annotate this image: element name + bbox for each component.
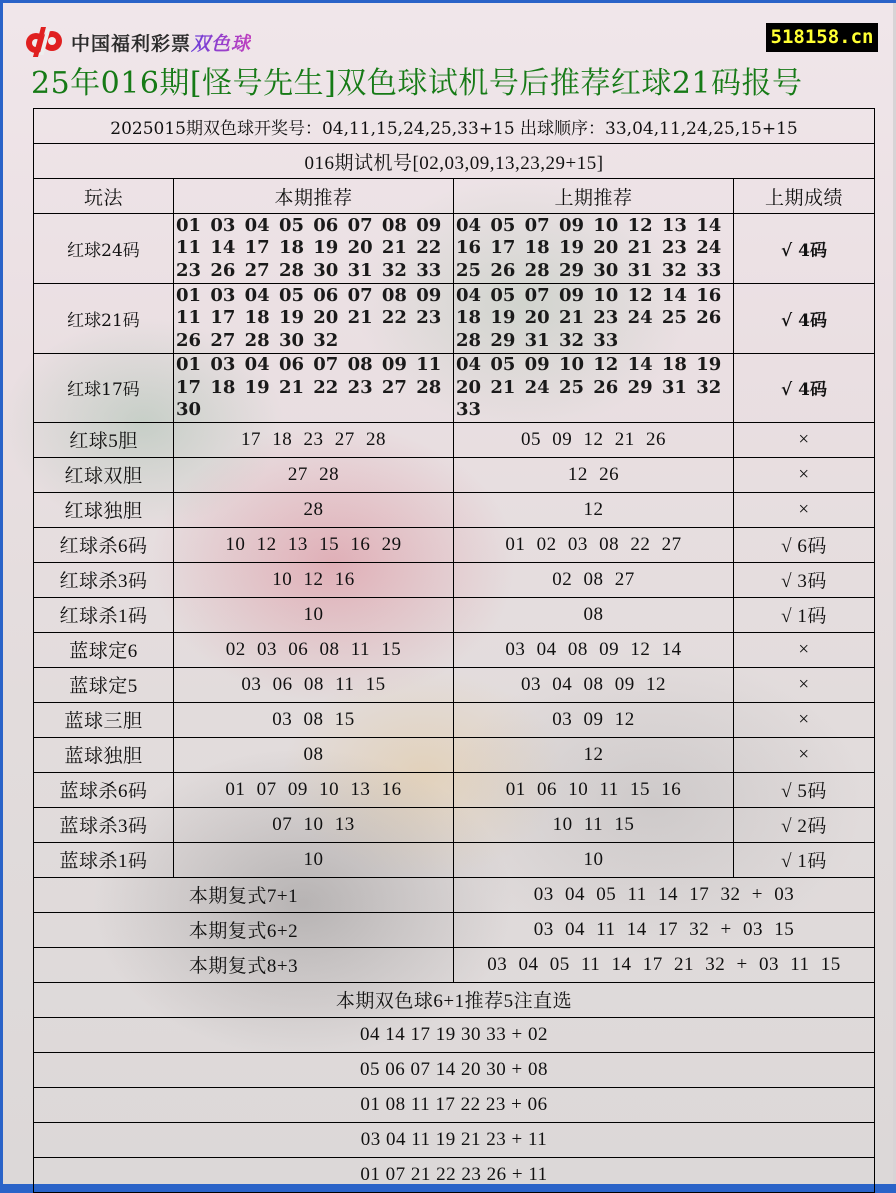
compound-numbers: 03 04 11 14 17 32 + 03 15 bbox=[454, 912, 875, 947]
row-label: 蓝球杀6码 bbox=[34, 772, 174, 807]
current-pick: 03 08 15 bbox=[174, 702, 454, 737]
previous-pick: 05 09 12 21 26 bbox=[454, 422, 734, 457]
previous-pick: 01 02 03 08 22 27 bbox=[454, 527, 734, 562]
compound-numbers: 03 04 05 11 14 17 21 32 + 03 11 15 bbox=[454, 947, 875, 982]
poster-frame bbox=[3, 3, 896, 1184]
compound-numbers: 03 04 05 11 14 17 32 + 03 bbox=[454, 877, 875, 912]
direct-pick-row bbox=[34, 1122, 875, 1157]
row-label: 蓝球定5 bbox=[34, 667, 174, 702]
row-label: 红球双胆 bbox=[34, 457, 174, 492]
current-pick: 01 07 09 10 13 16 bbox=[174, 772, 454, 807]
table-row bbox=[34, 667, 875, 702]
current-pick: 01 03 04 05 06 07 08 09 11 14 17 18 19 20 21 22 23 26 27 28 30 31 32 33 bbox=[174, 214, 454, 284]
current-pick: 02 03 06 08 11 15 bbox=[174, 632, 454, 667]
direct-pick: 04 14 17 19 30 33 + 02 bbox=[34, 1017, 875, 1052]
previous-pick: 12 bbox=[454, 492, 734, 527]
table-row bbox=[34, 772, 875, 807]
direct-pick-row bbox=[34, 1157, 875, 1192]
table-row bbox=[34, 702, 875, 737]
previous-pick: 08 bbox=[454, 597, 734, 632]
row-label: 蓝球杀1码 bbox=[34, 842, 174, 877]
direct-pick-row bbox=[34, 1087, 875, 1122]
direct-pick: 01 08 11 17 22 23 + 06 bbox=[34, 1087, 875, 1122]
draw-info-row bbox=[34, 109, 875, 144]
logo-text-accent: 双色球 bbox=[191, 32, 252, 55]
direct-picks-title: 本期双色球6+1推荐5注直选 bbox=[34, 982, 875, 1017]
table-row bbox=[34, 422, 875, 457]
row-label: 蓝球独胆 bbox=[34, 737, 174, 772]
current-pick: 10 bbox=[174, 842, 454, 877]
row-label: 蓝球杀3码 bbox=[34, 807, 174, 842]
previous-result: √ 1码 bbox=[734, 597, 875, 632]
previous-result: × bbox=[734, 422, 875, 457]
cwl-logo-icon bbox=[23, 27, 65, 57]
previous-pick: 01 06 10 11 15 16 bbox=[454, 772, 734, 807]
direct-pick: 03 04 11 19 21 23 + 11 bbox=[34, 1122, 875, 1157]
compound-label: 本期复式6+2 bbox=[34, 912, 454, 947]
previous-result: × bbox=[734, 737, 875, 772]
current-pick: 27 28 bbox=[174, 457, 454, 492]
current-pick: 01 03 04 05 06 07 08 09 11 17 18 19 20 21 22 23 26 27 28 30 32 bbox=[174, 284, 454, 354]
row-label: 蓝球三胆 bbox=[34, 702, 174, 737]
col-header-previous: 上期推荐 bbox=[454, 179, 734, 214]
previous-pick: 12 26 bbox=[454, 457, 734, 492]
compound-row bbox=[34, 912, 875, 947]
previous-result: √ 2码 bbox=[734, 807, 875, 842]
previous-pick: 04 05 09 10 12 14 18 19 20 21 24 25 26 29 31 32 33 bbox=[454, 354, 734, 423]
table-row bbox=[34, 284, 875, 354]
test-number-row bbox=[34, 144, 875, 179]
previous-result: × bbox=[734, 632, 875, 667]
table-row bbox=[34, 842, 875, 877]
current-pick: 03 06 08 11 15 bbox=[174, 667, 454, 702]
current-pick: 07 10 13 bbox=[174, 807, 454, 842]
table-row bbox=[34, 562, 875, 597]
col-header-play: 玩法 bbox=[34, 179, 174, 214]
previous-pick: 04 05 07 09 10 12 14 16 18 19 20 21 23 24 25 26 28 29 31 32 33 bbox=[454, 284, 734, 354]
previous-pick: 10 bbox=[454, 842, 734, 877]
compound-label: 本期复式8+3 bbox=[34, 947, 454, 982]
site-badge: 518158.cn bbox=[766, 23, 878, 52]
previous-pick: 10 11 15 bbox=[454, 807, 734, 842]
row-label: 红球5胆 bbox=[34, 422, 174, 457]
previous-result: × bbox=[734, 492, 875, 527]
compound-row bbox=[34, 877, 875, 912]
header-row bbox=[34, 179, 875, 214]
direct-title-row bbox=[34, 982, 875, 1017]
direct-pick-row bbox=[34, 1017, 875, 1052]
row-label: 红球17码 bbox=[34, 354, 174, 423]
table-row bbox=[34, 632, 875, 667]
draw-info: 2025015期双色球开奖号：04,11,15,24,25,33+15 出球顺序：33,04,11,24,25,15+15 bbox=[34, 109, 875, 144]
current-pick: 10 12 16 bbox=[174, 562, 454, 597]
col-header-current: 本期推荐 bbox=[174, 179, 454, 214]
previous-pick: 02 08 27 bbox=[454, 562, 734, 597]
previous-result: √ 4码 bbox=[734, 354, 875, 423]
previous-result: × bbox=[734, 667, 875, 702]
row-label: 蓝球定6 bbox=[34, 632, 174, 667]
col-header-result: 上期成绩 bbox=[734, 179, 875, 214]
row-label: 红球独胆 bbox=[34, 492, 174, 527]
row-label: 红球杀6码 bbox=[34, 527, 174, 562]
direct-pick: 01 07 21 22 23 26 + 11 bbox=[34, 1157, 875, 1192]
compound-label: 本期复式7+1 bbox=[34, 877, 454, 912]
test-numbers: 016期试机号[02,03,09,13,23,29+15] bbox=[34, 144, 875, 179]
previous-result: √ 6码 bbox=[734, 527, 875, 562]
table-row bbox=[34, 492, 875, 527]
previous-result: × bbox=[734, 702, 875, 737]
logo-text bbox=[71, 29, 251, 56]
row-label: 红球杀3码 bbox=[34, 562, 174, 597]
previous-pick: 12 bbox=[454, 737, 734, 772]
prediction-table bbox=[33, 108, 875, 1193]
table-row bbox=[34, 807, 875, 842]
previous-result: √ 4码 bbox=[734, 214, 875, 284]
logo-text-main: 中国福利彩票 bbox=[71, 32, 192, 55]
previous-pick: 03 09 12 bbox=[454, 702, 734, 737]
previous-result: √ 1码 bbox=[734, 842, 875, 877]
direct-pick-row bbox=[34, 1052, 875, 1087]
page-title: 25年016期[怪号先生]双色球试机号后推荐红球21码报号 bbox=[31, 66, 803, 101]
current-pick: 01 03 04 06 07 08 09 11 17 18 19 21 22 23 27 28 30 bbox=[174, 354, 454, 423]
current-pick: 17 18 23 27 28 bbox=[174, 422, 454, 457]
previous-result: × bbox=[734, 457, 875, 492]
table-row bbox=[34, 457, 875, 492]
table-row bbox=[34, 527, 875, 562]
previous-pick: 04 05 07 09 10 12 13 14 16 17 18 19 20 21 23 24 25 26 28 29 30 31 32 33 bbox=[454, 214, 734, 284]
table-row bbox=[34, 214, 875, 284]
direct-pick: 05 06 07 14 20 30 + 08 bbox=[34, 1052, 875, 1087]
previous-pick: 03 04 08 09 12 14 bbox=[454, 632, 734, 667]
previous-result: √ 3码 bbox=[734, 562, 875, 597]
row-label: 红球杀1码 bbox=[34, 597, 174, 632]
row-label: 红球21码 bbox=[34, 284, 174, 354]
current-pick: 10 12 13 15 16 29 bbox=[174, 527, 454, 562]
current-pick: 28 bbox=[174, 492, 454, 527]
compound-row bbox=[34, 947, 875, 982]
current-pick: 10 bbox=[174, 597, 454, 632]
previous-result: √ 5码 bbox=[734, 772, 875, 807]
previous-result: √ 4码 bbox=[734, 284, 875, 354]
lottery-logo bbox=[23, 27, 251, 57]
row-label: 红球24码 bbox=[34, 214, 174, 284]
current-pick: 08 bbox=[174, 737, 454, 772]
table-row bbox=[34, 354, 875, 423]
table-row bbox=[34, 597, 875, 632]
table-row bbox=[34, 737, 875, 772]
previous-pick: 03 04 08 09 12 bbox=[454, 667, 734, 702]
